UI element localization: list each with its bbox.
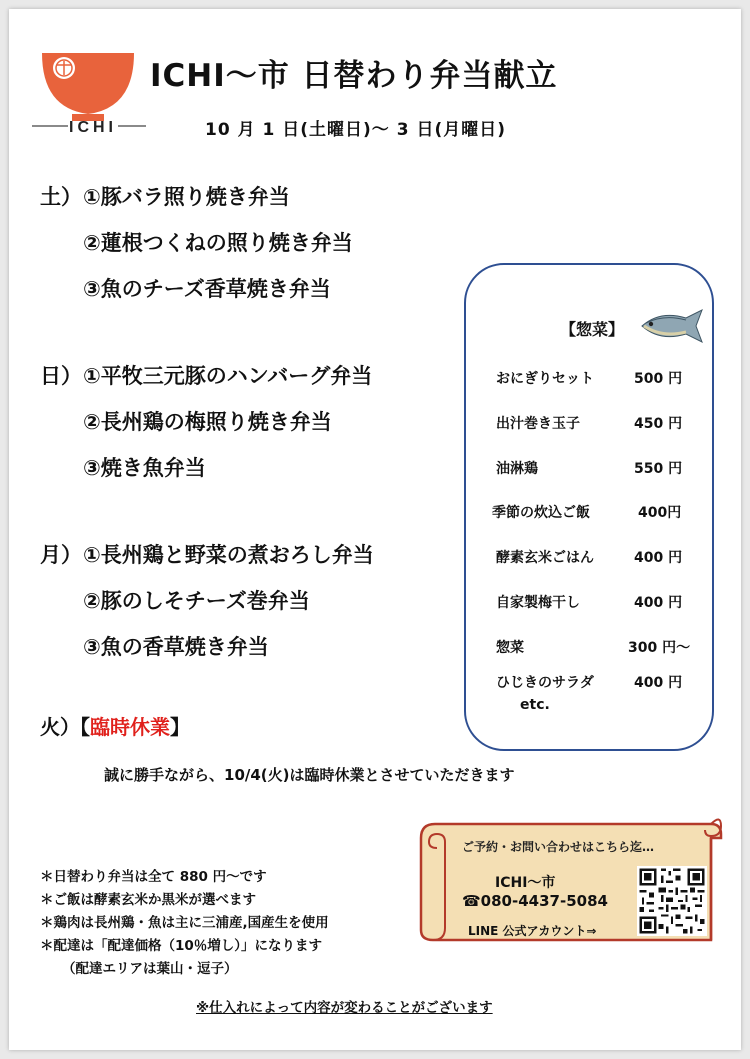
day-label: 月）: [40, 543, 82, 567]
side-item-price: 400 円: [634, 550, 683, 566]
menu-item: ①平牧三元豚のハンバーグ弁当: [83, 364, 373, 388]
menu-item: ②蓮根つくねの照り焼き弁当: [83, 231, 353, 255]
side-item-price: 300 円〜: [628, 640, 691, 656]
date-range: 10 月 1 日(土曜日)〜 3 日(月曜日): [205, 120, 506, 140]
closed-label: 臨時休業: [90, 715, 170, 739]
note-item: （配達エリアは葉山・逗子）: [62, 961, 238, 977]
page-title: ICHI〜市 日替わり弁当献立: [150, 58, 558, 94]
side-etc: etc.: [520, 697, 550, 713]
side-dishes-title: 【惣菜】: [560, 320, 625, 339]
menu-item: ①豚バラ照り焼き弁当: [83, 185, 290, 209]
side-item-name: ひじきのサラダ: [496, 675, 594, 691]
side-item-price: 400 円: [634, 595, 683, 611]
side-item-name: 出汁巻き玉子: [496, 416, 580, 432]
menu-item: ③魚の香草焼き弁当: [83, 635, 269, 659]
bracket-close: 】: [170, 715, 190, 739]
note-item: ＊鶏肉は長州鶏・魚は主に三浦産,国産生を使用: [40, 915, 329, 931]
side-item-price: 400円: [638, 505, 682, 521]
day-label: 火）: [40, 715, 80, 739]
tuesday-closed: [40, 711, 190, 740]
line-account-link[interactable]: LINE 公式アカウント⇒: [468, 924, 597, 938]
note-item: ＊ご飯は酵素玄米か黒米が選べます: [40, 892, 256, 908]
sunday-menu: [40, 353, 372, 491]
note-item: ＊日替わり弁当は全て 880 円〜です: [40, 869, 267, 885]
footer-note: ※仕入れによって内容が変わることがございます: [196, 1000, 493, 1016]
side-item-name: 油淋鶏: [496, 461, 538, 477]
menu-item: ③魚のチーズ香草焼き弁当: [83, 277, 331, 301]
menu-item: ②長州鶏の梅照り焼き弁当: [83, 410, 332, 434]
logo-text: ICHI: [69, 119, 117, 136]
note-item: ＊配達は「配達価格（10％増し）」になります: [40, 938, 323, 954]
contact-name: ICHI〜市: [495, 875, 556, 891]
ichi-logo: [28, 40, 148, 140]
side-item-name: 惣菜: [496, 640, 524, 656]
side-item-name: 季節の炊込ご飯: [492, 505, 590, 521]
contact-tel[interactable]: ☎080-4437-5084: [462, 892, 608, 910]
fish-icon: [638, 308, 708, 344]
side-item-price: 450 円: [634, 416, 683, 432]
side-item-name: 自家製梅干し: [496, 595, 580, 611]
qr-code-icon[interactable]: [636, 866, 708, 936]
menu-item: ③焼き魚弁当: [83, 456, 206, 480]
monday-menu: [40, 532, 374, 670]
side-dishes-box: [464, 263, 714, 751]
side-item-price: 400 円: [634, 675, 683, 691]
day-label: 土）: [40, 185, 82, 209]
menu-item: ①長州鶏と野菜の煮おろし弁当: [83, 543, 374, 567]
day-label: 日）: [40, 364, 82, 388]
saturday-menu: [40, 174, 353, 312]
side-item-name: おにぎりセット: [496, 371, 594, 387]
contact-heading: ご予約・お問い合わせはこちら迄…: [462, 840, 655, 854]
notes-list: [40, 866, 329, 981]
side-item-price: 500 円: [634, 371, 683, 387]
menu-item: ②豚のしそチーズ巻弁当: [83, 589, 310, 613]
side-item-price: 550 円: [634, 461, 683, 477]
bracket-open: 【: [80, 715, 90, 739]
closed-notice: 誠に勝手ながら、10/4(火)は臨時休業とさせていただきます: [104, 766, 515, 784]
side-item-name: 酵素玄米ごはん: [496, 550, 594, 566]
